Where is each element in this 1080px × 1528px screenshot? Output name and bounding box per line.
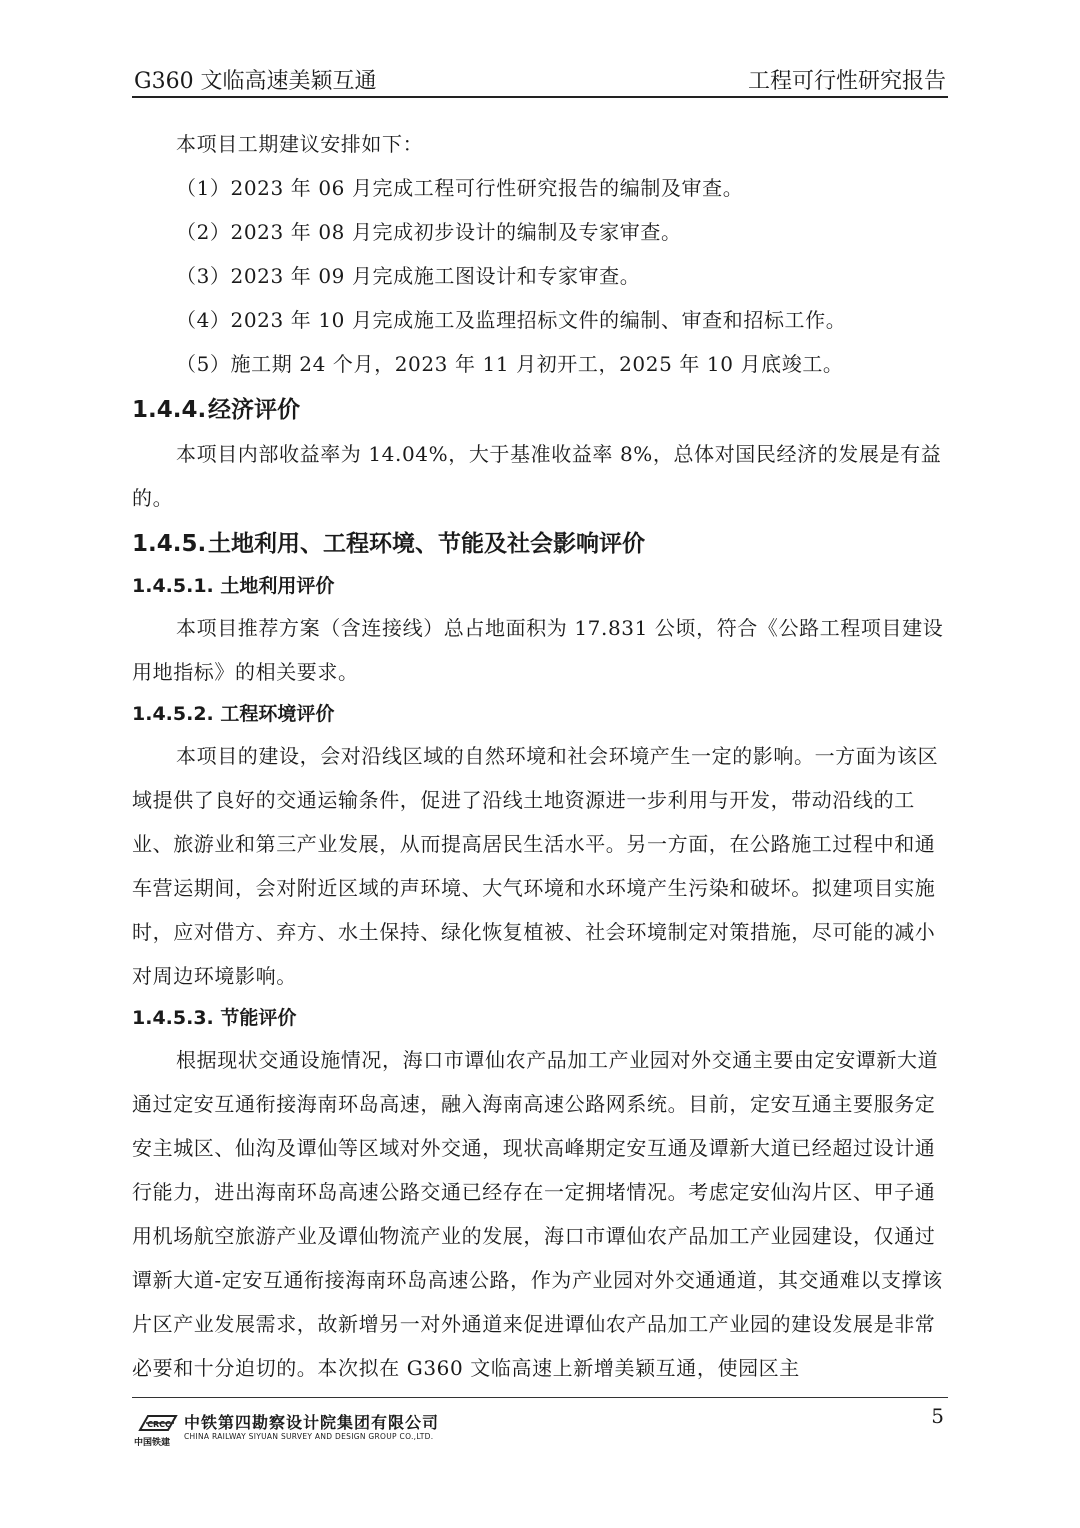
page-header	[132, 60, 948, 98]
economic-paragraph: 本项目内部收益率为 14.04%，大于基准收益率 8%，总体对国民经济的发展是有益的。	[132, 442, 942, 510]
environment-paragraph: 本项目的建设，会对沿线区域的自然环境和社会环境产生一定的影响。一方面为该区域提供了良好的交通运输条件，促进了沿线土地资源进一步利用与开发，带动沿线的工业、旅游业和第三产业发展，从而提高居民生活水平。另一方面，在公路施工过程中和通车营运期间，会对附近区域的声环境、大气环境和水环境产生污染和破坏。拟建项目实施时，应对借方、弃方、水土保持、绿化恢复植被、社会环境制定对策措施，尽可能的减小对周边环境影响。	[132, 744, 939, 988]
subsection-heading-land: 1.4.5.1. 土地利用评价	[132, 575, 335, 597]
section-heading-social	[132, 522, 948, 566]
logo-subtitle: 中国铁建	[134, 1438, 171, 1448]
subsection-heading-environment: 1.4.5.2. 工程环境评价	[132, 703, 335, 725]
subsection-heading-energy: 1.4.5.3. 节能评价	[132, 1007, 297, 1029]
schedule-item-3: （3）2023 年 09 月完成施工图设计和专家审查。	[176, 264, 641, 288]
schedule-item-5: （5）施工期 24 个月，2023 年 11 月初开工，2025 年 10 月底竣工。	[176, 352, 844, 376]
section-heading-economic	[132, 388, 948, 432]
land-paragraph: 本项目推荐方案（含连接线）总占地面积为 17.831 公顷，符合《公路工程项目建设用地指标》的相关要求。	[132, 616, 944, 684]
page-footer	[132, 1402, 948, 1452]
company-name-en: CHINA RAILWAY SIYUAN SURVEY AND DESIGN GROUP CO.,LTD.	[184, 1432, 434, 1441]
logo-text: CRCC	[147, 1420, 171, 1429]
header-report-type: 工程可行性研究报告	[747, 69, 946, 94]
schedule-item-2: （2）2023 年 08 月完成初步设计的编制及专家审查。	[176, 220, 682, 244]
company-name-cn: 中铁第四勘察设计院集团有限公司	[184, 1413, 440, 1432]
page-content	[132, 122, 948, 1390]
schedule-intro: 本项目工期建议安排如下：	[176, 132, 424, 156]
section-number: 1.4.5.	[132, 531, 207, 557]
section-number: 1.4.4.	[132, 397, 207, 423]
section-title: 经济评价	[208, 397, 300, 423]
schedule-item-1: （1）2023 年 06 月完成工程可行性研究报告的编制及审查。	[176, 176, 744, 200]
header-project-title: G360 文临高速美颖互通	[134, 69, 377, 94]
footer-divider	[132, 1397, 948, 1398]
section-title: 土地利用、工程环境、节能及社会影响评价	[208, 531, 645, 557]
schedule-item-4: （4）2023 年 10 月完成施工及监理招标文件的编制、审查和招标工作。	[176, 308, 847, 332]
page-number: 5	[931, 1404, 944, 1428]
energy-paragraph: 根据现状交通设施情况，海口市谭仙农产品加工产业园对外交通主要由定安谭新大道通过定安互通衔接海南环岛高速，融入海南高速公路网系统。目前，定安互通主要服务定安主城区、仙沟及谭仙等区域对外交通，现状高峰期定安互通及谭新大道已经超过设计通行能力，进出海南环岛高速公路交通已经存在一定拥堵情况。考虑定安仙沟片区、甲子通用机场航空旅游产业及谭仙物流产业的发展，海口市谭仙农产品加工产业园建设，仅通过谭新大道-定安互通衔接海南环岛高速公路，作为产业园对外交通通道，其交通难以支撑该片区产业发展需求，故新增另一对外通道来促进谭仙农产品加工产业园的建设发展是非常必要和十分迫切的。本次拟在 G360 文临高速上新增美颖互通，使园区主	[132, 1048, 943, 1380]
